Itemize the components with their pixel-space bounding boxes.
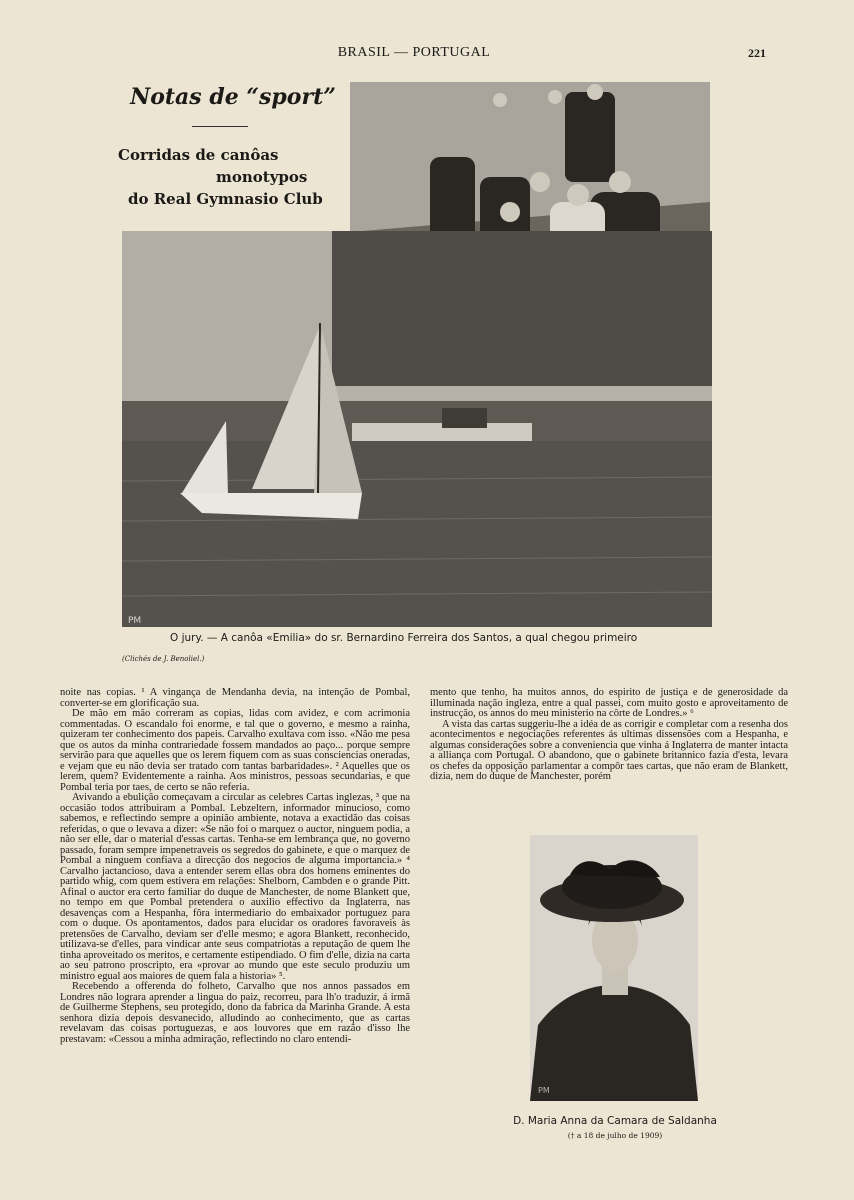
running-title: BRASIL — PORTUGAL	[337, 45, 491, 60]
portrait-date: († a 18 de julho de 1909)	[567, 1131, 663, 1140]
title-divider	[192, 126, 248, 127]
figure-caption: O jury. — A canôa «Emilia» do sr. Bernardino Ferreira dos Santos, a qual chegou primeiro	[170, 632, 638, 644]
photo-monogram: PM	[128, 616, 142, 626]
paragraph: mento que tenho, ha muitos annos, do espirito de justiça e de generosidade da illuminada nação ingleza, entre a qual passei, com muito gosto e aproveitamento de instrucção, os annos do meu ministerio na côrte de Londres.» ⁶	[430, 687, 788, 719]
portrait-photo	[530, 835, 698, 1101]
text-column-left	[60, 688, 410, 1045]
photo-monogram: PM	[538, 1086, 550, 1095]
article-title-line-3: do Real Gymnasio Club	[128, 190, 323, 208]
paragraph: A vista das cartas suggeriu-lhe a idéa de as corrigir e completar com a resenha dos acontecimentos e negociações referentes ás ultimas dissensões com a Hespanha, e algumas considerações sobre a conveniencia que vinha á Inglaterra de manter intacta a alliança com Portugal. O abandono, que o gabinete britannico fazia d'esta, levara os chefes da opposição parlamentar a compôr taes cartas, que não eram de Blankett, dizia, nem do duque de Manchester, porém	[430, 718, 788, 782]
page-number: 221	[748, 46, 766, 60]
photo-credit: (Clichés de J. Benoliel.)	[122, 655, 205, 663]
paragraph: noite nas copias. ¹ A vingança de Mendanha devia, na intenção de Pombal, converter-se em glorificação sua.	[60, 687, 410, 709]
paragraph: Avivando a ebulição começavam a circular as celebres Cartas inglezas, ³ que na occasião todos attribuiram a Pombal. Lebzeltern, informador minucioso, como sabemos, e reflectindo sempre a opinião ambiente, notava a exactidão das coisas referidas, o que o levava a dizer: «Se não foi o marquez o auctor, ninguem podia, a não ser elle, dar o material d'essas cartas. Tenha-se em lembrança que, no governo passado, foram sempre impenetraveis os segredos do gabinete, e que o marquez de Pombal a ninguem confiava a direcção dos negocios de alguma importancia.» ⁴ Carvalho jactancioso, dava a entender serem ellas obra dos homens eminentes do partido whig, com quem estivera em relações: Shelborn, Cambden e o grande Pitt. Afinal o auctor era certo familiar do duque de Manchester, de nome Blankett que, no tempo em que Pombal pretendera o auxilio effectivo da Inglaterra, nas desavenças com a Hespanha, fôra intermediario do embaixador portuguez para com o duque. Os apontamentos, dados para elucidar os oradores favoraveis às pretensões de Carvalho, deviam ser d'elle mesmo; e agora Blankett, reconhecido, utilizava-se d'elles, para vindicar ante seus compatriotas a reputação de quem lhe tinha aproveitado os meritos, e certamente estipendiado. O fim d'elle, dizia na carta ao seu patrono proscripto, era «provar ao mundo que este seculo produziu um ministro egual aos maiores de quem fala a historia» ⁵.	[60, 792, 410, 982]
sailboat-photo	[122, 231, 712, 627]
portrait-caption: D. Maria Anna da Camara de Saldanha	[513, 1115, 717, 1127]
paragraph: Recebendo a offerenda do folheto, Carvalho que nos annos passados em Londres não lograra aprender a lingua do paiz, recorreu, para lh'o traduzir, á irmã de Guilherme Stephens, seu protegido, dono da fabrica da Marinha Grande. A esta senhora dizia depois desvanecido, alludindo ao conhecimento, que as cartas revelavam das coisas portuguezas, e aos louvores que em razão d'isso lhe prestavam: «Cessou a minha admiração, reflectindo no claro entendi-	[60, 981, 410, 1045]
article-title-line-1: Corridas de canôas	[118, 146, 279, 164]
paragraph: De mão em mão correram as copias, lidas com avidez, e com acrimonia commentadas. O escandalo foi enorme, e tal que o governo, e mesmo a rainha, quizeram ter conhecimento dos papeis. Carvalho exultava com isso. «Não me pesa que os autos da minha contrariedade fossem mandados ao paço... porque sempre servirão para que aquelles que os lerem fiquem com as suas consciencias oneradas, e vejam que eu não devia ser tratado com tantas barbaridades». ² Aquelles que os lerem, quem? Evidentemente a rainha. Aos ministros, pessoas secundarias, e que Pombal teria por taes, de certo se não referia.	[60, 708, 410, 793]
text-column-right	[430, 688, 788, 783]
section-title: Notas de “sport”	[130, 84, 336, 110]
article-title-line-2: monotypos	[216, 168, 308, 186]
